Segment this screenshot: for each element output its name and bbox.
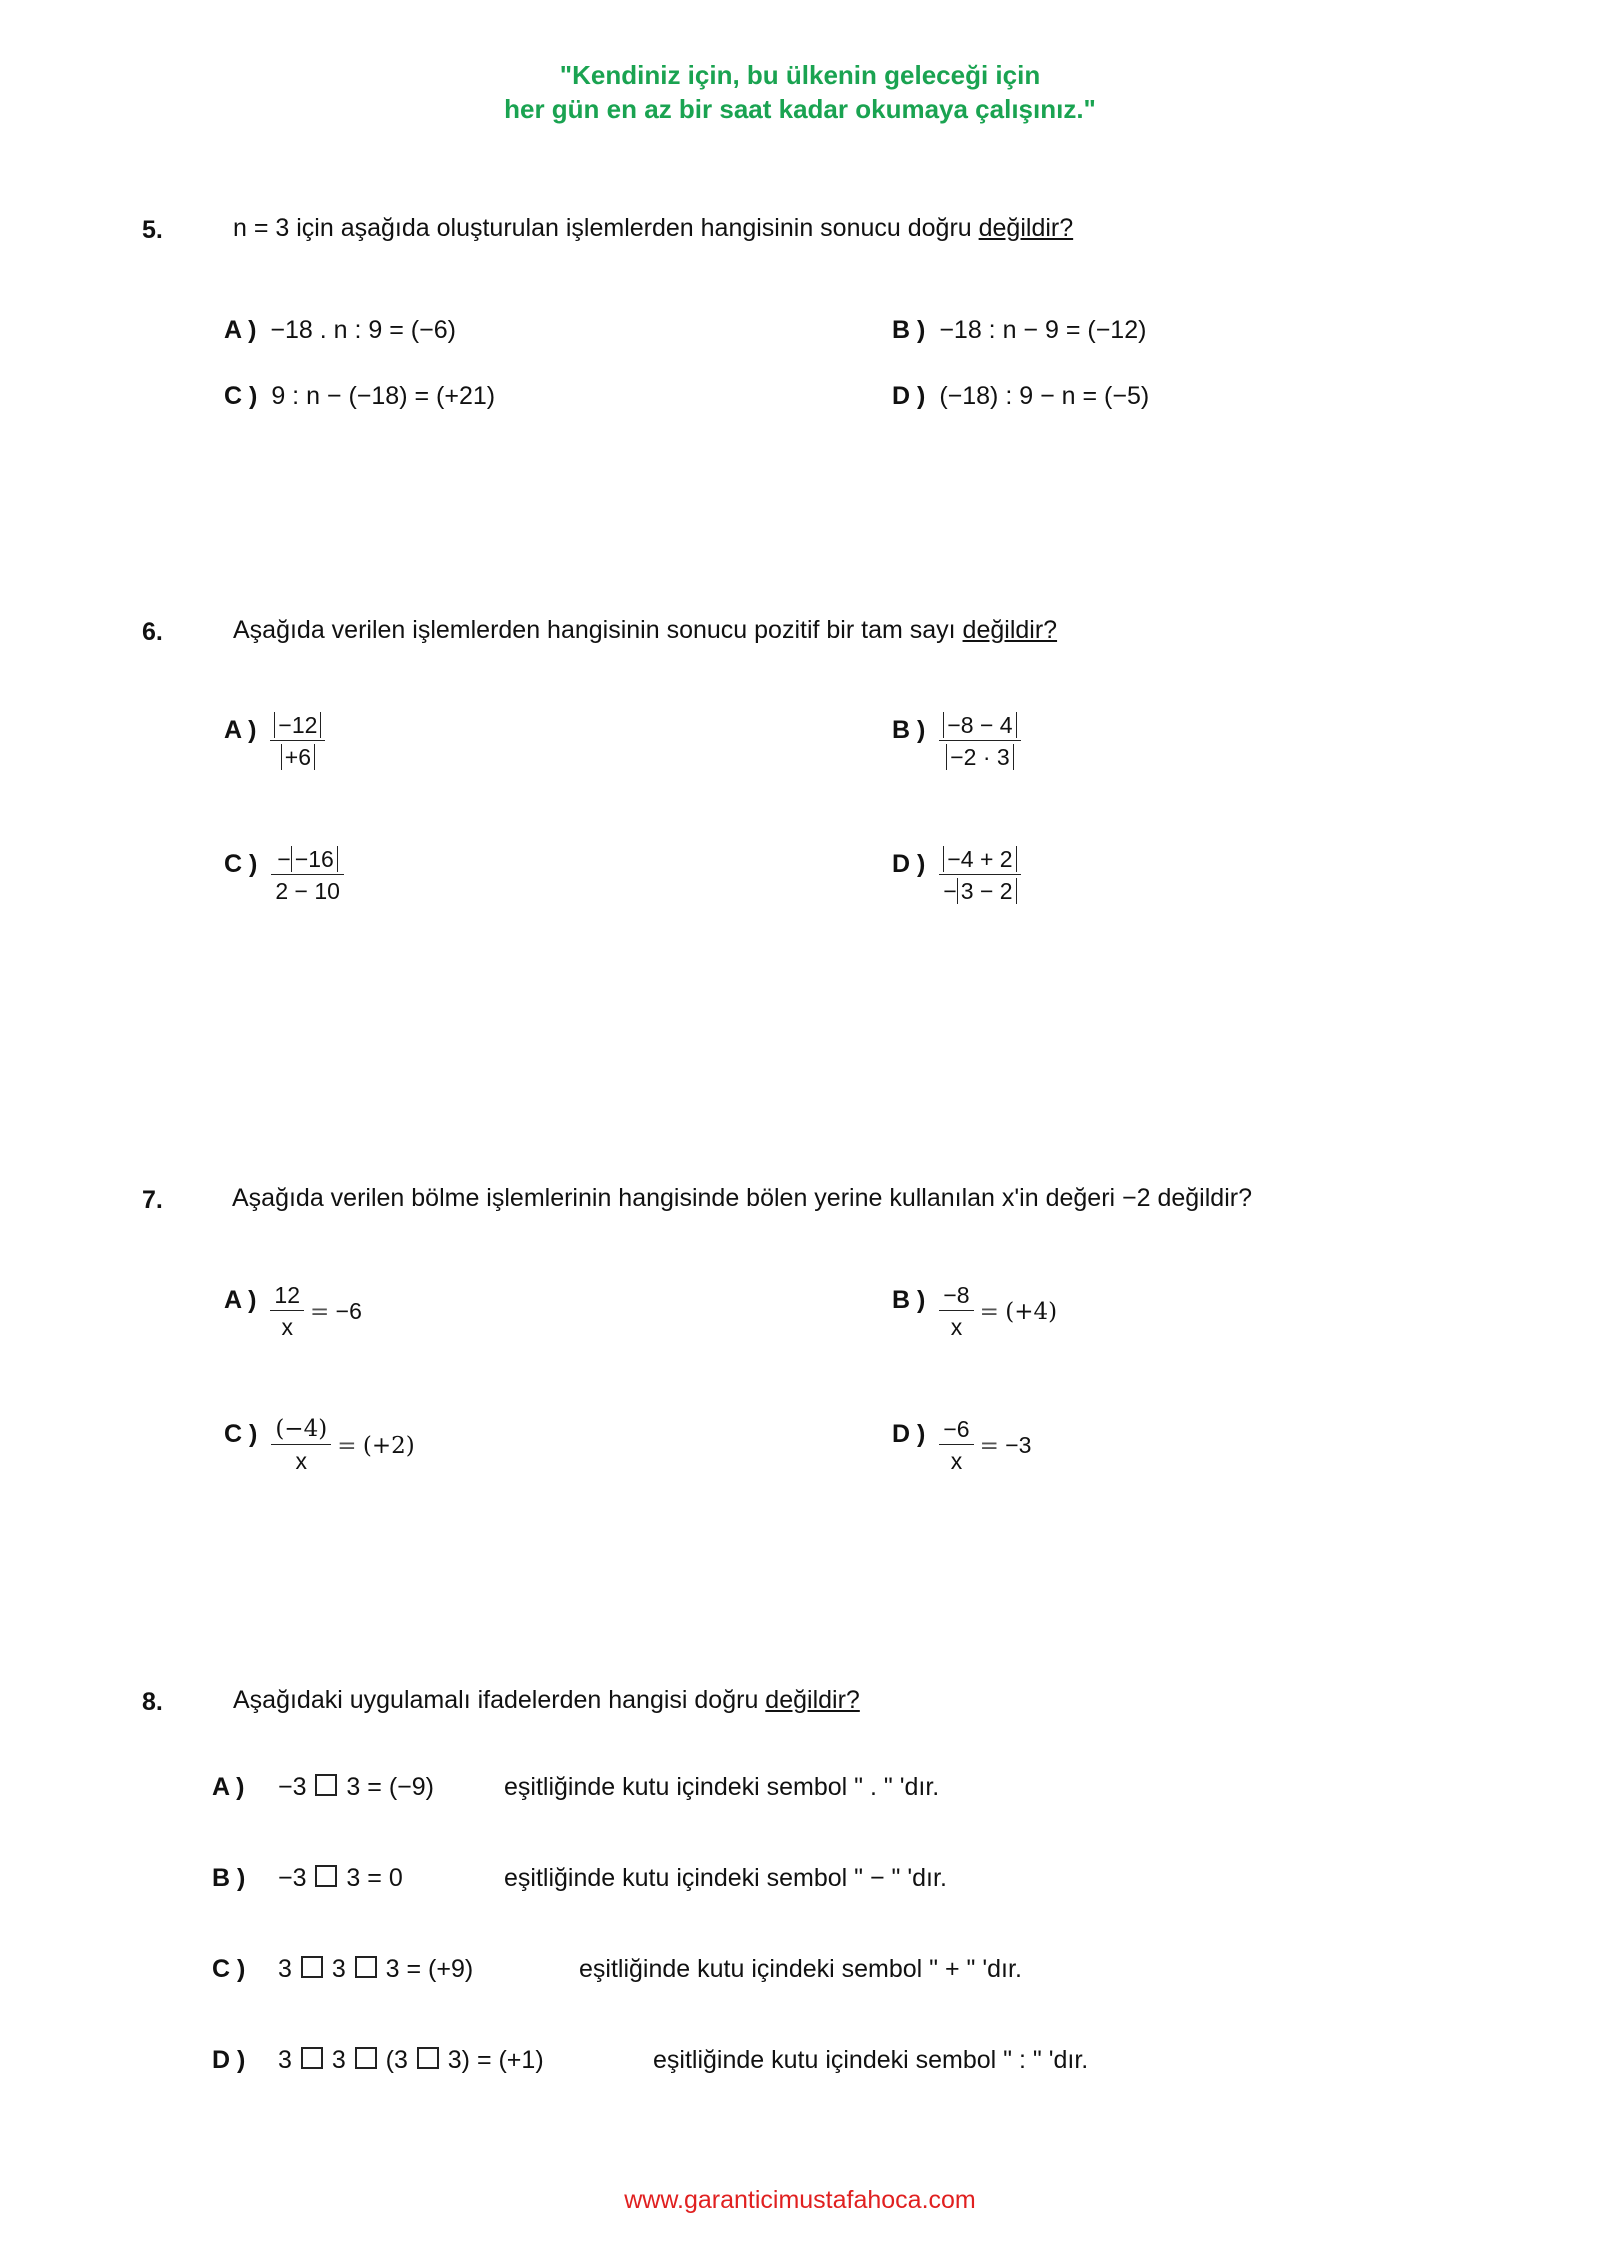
option-label: D )	[892, 382, 926, 410]
question-8-stem: Aşağıdaki uygulamalı ifadelerden hangisi doğru	[233, 1686, 766, 1714]
option-label: C )	[224, 850, 258, 878]
option-label: D )	[892, 850, 926, 878]
fraction-denominator: 2 − 10	[275, 878, 340, 904]
option-expression	[278, 1864, 403, 1893]
expr-part: −3	[278, 1773, 307, 1801]
option-label: B )	[212, 1864, 246, 1892]
equation	[939, 1280, 1057, 1343]
blank-box	[355, 1956, 377, 1978]
fraction-denominator: x	[950, 1448, 963, 1474]
fraction-numerator: −4 + 2	[943, 846, 1016, 872]
blank-box	[355, 2047, 377, 2069]
option-label: B )	[892, 316, 926, 344]
option-label: D )	[892, 1420, 926, 1448]
fraction	[270, 710, 325, 773]
expr-part: 3	[331, 1955, 346, 1983]
option-text: (−18) : 9 − n = (−5)	[939, 382, 1150, 410]
fraction-denominator: x	[950, 1314, 963, 1340]
footer-url[interactable]: www.garanticimustafahoca.com	[624, 2186, 976, 2214]
question-8-emphasis: değildir?	[765, 1686, 860, 1714]
equation	[939, 1414, 1031, 1477]
fraction-denominator-sign: −	[943, 878, 957, 904]
expr-part: 3 = 0	[346, 1864, 403, 1892]
q7-option-c[interactable]	[224, 1418, 415, 1477]
question-5-stem: n = 3 için aşağıda oluşturulan işlemlerden hangisinin sonucu doğru	[233, 214, 979, 242]
header-quote	[0, 58, 1600, 126]
equation	[270, 1280, 362, 1343]
option-label: A )	[212, 1773, 245, 1801]
expr-part: (3	[385, 2046, 408, 2074]
question-6-stem: Aşağıda verilen işlemlerden hangisinin sonucu pozitif bir tam sayı	[233, 616, 963, 644]
q5-option-a[interactable]	[224, 316, 456, 345]
fraction-denominator: x	[295, 1448, 307, 1474]
question-7-text: Aşağıda verilen bölme işlemlerinin hangisinde bölen yerine kullanılan x'in değeri −2 değildir?	[232, 1184, 1252, 1212]
fraction-denominator: 3 − 2	[957, 878, 1017, 904]
option-text: 9 : n − (−18) = (+21)	[271, 382, 496, 410]
rhs-value: −6	[335, 1298, 362, 1324]
rhs-value: (+2)	[362, 1433, 415, 1459]
fraction	[271, 844, 344, 907]
option-description: eşitliğinde kutu içindeki sembol " : " 'dır.	[653, 2046, 1089, 2074]
option-text: −18 : n − 9 = (−12)	[939, 316, 1147, 344]
question-5-text	[233, 214, 1073, 243]
rhs-value: −3	[1005, 1432, 1032, 1458]
option-description: eşitliğinde kutu içindeki sembol " + " 'dır.	[579, 1955, 1022, 1983]
question-7-number: 7.	[142, 1186, 163, 1214]
fraction	[939, 1414, 973, 1477]
option-label: C )	[212, 1955, 246, 1983]
question-6-emphasis: değildir?	[962, 616, 1058, 644]
q5-option-b[interactable]	[892, 316, 1146, 345]
fraction-numerator: −16	[291, 846, 338, 872]
option-expression	[278, 2046, 544, 2075]
equation-rhs: = −6	[310, 1298, 362, 1325]
q5-option-d[interactable]	[892, 382, 1149, 411]
q5-option-c[interactable]	[224, 382, 495, 411]
equation-rhs: = (+4)	[979, 1299, 1058, 1325]
option-label: C )	[224, 382, 258, 410]
quote-line-1: "Kendiniz için, bu ülkenin geleceği için	[559, 60, 1041, 90]
fraction-denominator: +6	[281, 744, 315, 770]
option-label: C )	[224, 1420, 258, 1448]
expr-part: −3	[278, 1864, 307, 1892]
q6-option-b[interactable]	[892, 714, 1021, 773]
q6-option-a[interactable]	[224, 714, 325, 773]
blank-box	[301, 1956, 323, 1978]
fraction-numerator-sign: −	[277, 846, 291, 872]
option-label: A )	[224, 316, 257, 344]
fraction-numerator: −8	[943, 1282, 970, 1308]
fraction	[939, 710, 1020, 773]
question-8-text	[233, 1686, 860, 1715]
blank-box	[315, 1865, 337, 1887]
fraction-denominator: −2 · 3	[946, 744, 1013, 770]
equation-rhs: = −3	[979, 1432, 1032, 1459]
expr-part: 3	[331, 2046, 346, 2074]
question-6-number: 6.	[142, 618, 163, 646]
option-label: B )	[892, 716, 926, 744]
option-description: eşitliğinde kutu içindeki sembol " . " 'dır.	[504, 1773, 940, 1801]
question-5-emphasis: değildir?	[978, 214, 1074, 242]
fraction	[939, 1280, 973, 1343]
fraction	[270, 1280, 304, 1343]
blank-box	[315, 1774, 337, 1796]
fraction-denominator: x	[281, 1314, 293, 1340]
q7-option-d[interactable]	[892, 1418, 1031, 1477]
option-expression	[278, 1955, 473, 1984]
q7-option-a[interactable]	[224, 1284, 362, 1343]
option-text: −18 . n : 9 = (−6)	[270, 316, 456, 344]
option-description: eşitliğinde kutu içindeki sembol " − " 'dır.	[504, 1864, 947, 1892]
fraction	[939, 844, 1020, 907]
expr-part: 3 = (−9)	[346, 1773, 434, 1801]
option-label: D )	[212, 2046, 246, 2074]
quote-line-2: her gün en az bir saat kadar okumaya çalışınız."	[504, 94, 1096, 124]
expr-part: 3 = (+9)	[385, 1955, 474, 1983]
fraction	[271, 1414, 331, 1477]
equation	[271, 1414, 414, 1477]
fraction-numerator: −6	[943, 1416, 970, 1442]
blank-box	[301, 2047, 323, 2069]
expr-part: 3) = (+1)	[447, 2046, 544, 2074]
q7-option-b[interactable]	[892, 1284, 1057, 1343]
expr-part: 3	[278, 2046, 292, 2074]
option-label: A )	[224, 716, 257, 744]
option-label: A )	[224, 1286, 257, 1314]
question-5-number: 5.	[142, 216, 163, 244]
expr-part: 3	[278, 1955, 292, 1983]
fraction-numerator: −12	[274, 712, 321, 738]
fraction-numerator: −8 − 4	[943, 712, 1016, 738]
q6-option-d[interactable]	[892, 848, 1021, 907]
fraction-numerator: (−4)	[275, 1416, 328, 1442]
rhs-value: (+4)	[1005, 1299, 1058, 1325]
option-expression	[278, 1773, 434, 1802]
q6-option-c[interactable]	[224, 848, 344, 907]
fraction-numerator: 12	[274, 1282, 300, 1308]
equation-rhs: = (+2)	[337, 1433, 415, 1459]
question-8-number: 8.	[142, 1688, 163, 1716]
question-6-text	[233, 616, 1057, 645]
blank-box	[417, 2047, 439, 2069]
option-label: B )	[892, 1286, 926, 1314]
